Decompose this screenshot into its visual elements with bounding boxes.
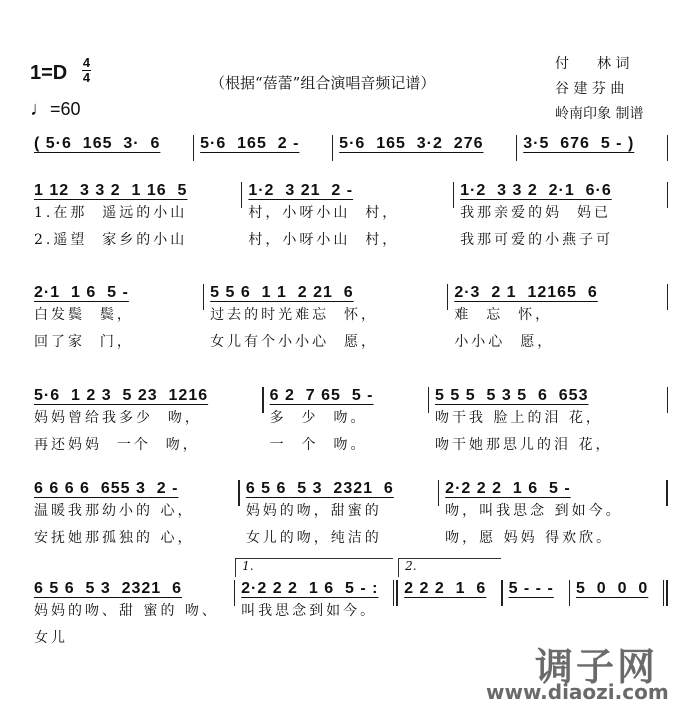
lyric-verse-2: 我那可爱的小燕子可 (460, 232, 614, 248)
measure (264, 387, 428, 459)
lyric-verse-2: 回了家 门， (34, 334, 134, 350)
measure (333, 135, 516, 153)
measure-notes: 2·2 2 2 1 6 5 - (445, 480, 571, 497)
time-top: 4 (82, 55, 91, 70)
lyric-verse-1: 妈妈的吻、甜 蜜的 吻、 (34, 603, 219, 619)
time-bottom: 4 (82, 70, 91, 85)
measure (194, 135, 332, 153)
lyric-verse-1: 村，小呀小山 村， (248, 205, 400, 221)
measure-notes: 6 5 6 5 3 2321 6 (245, 480, 394, 497)
lyric-verse-1: 妈妈曾给我多少 吻， (34, 410, 202, 426)
lyric-verse-1: 吻，叫我思念 到如今。 (445, 503, 623, 519)
lyric-verse-1: 我那亲爱的妈 妈已 (460, 205, 612, 221)
score-row (28, 182, 668, 254)
lyric-verse-1: 温暖我那幼小的 心， (34, 503, 195, 519)
tempo (30, 98, 81, 121)
lyric-verse-2: 女儿有个小小心 愿， (210, 334, 379, 350)
measure-notes: 5 5 5 5 3 5 6 653 (435, 387, 589, 404)
lyric-verse-2: 安抚她那孤独的 心， (34, 530, 195, 546)
lyric-verse-2: 村，小呀小山 村， (248, 232, 400, 248)
lyricist: 付 林 词 (555, 56, 630, 72)
measure (570, 580, 663, 598)
lyric-verse-2: 女儿的吻，纯洁的 (245, 530, 382, 546)
lyric-verse-1: 叫我思念到如今。 (241, 603, 378, 619)
measure-notes: 5 - - - (508, 580, 554, 597)
measure-notes: 2·1 1 6 5 - (34, 284, 129, 301)
lyric-verse-1: 白发鬓 鬓， (34, 307, 134, 323)
lyric-verse-2: 再还妈妈 一个 吻， (34, 437, 200, 453)
lyric-verse-1: 吻干我 脸上的泪 花， (435, 410, 603, 426)
subtitle: （根据“蓓蕾”组合演唱音频记谱） (210, 74, 436, 92)
lyric-verse-1: 多 少 吻。 (269, 410, 368, 426)
measure-notes: 5 0 0 0 (576, 580, 649, 597)
measure (517, 135, 666, 153)
time-signature (82, 57, 91, 84)
measure-notes: 6 5 6 5 3 2321 6 (34, 580, 182, 597)
transcriber: 岭南印象 制谱 (555, 106, 644, 122)
score-row (28, 480, 668, 552)
score-row (28, 135, 668, 161)
measure (28, 135, 193, 153)
credits (555, 52, 643, 127)
measure-notes: 6 6 6 6 655 3 2 - (34, 480, 179, 497)
measure (240, 480, 438, 552)
measure (242, 182, 452, 254)
lyric-verse-2: 一 个 吻。 (269, 437, 368, 453)
measure-notes: 5·6 165 3·2 276 (339, 135, 484, 152)
measure (204, 284, 447, 356)
key-signature: 1=D (30, 62, 68, 84)
measure-notes: 5 5 6 1 1 2 21 6 (210, 284, 354, 301)
bar-line (667, 284, 669, 310)
measure-notes: 5·6 1 2 3 5 23 1216 (34, 387, 209, 404)
lyric-verse-2: 女儿 (34, 630, 68, 646)
bar-line (663, 580, 668, 606)
measure (503, 580, 569, 598)
measure (28, 182, 241, 254)
tempo-value: =60 (50, 99, 81, 119)
measure (439, 480, 666, 552)
bar-line (667, 387, 669, 413)
measure (28, 284, 203, 356)
volta-bracket: 1. (235, 558, 393, 577)
volta-bracket: 2. (398, 558, 501, 577)
measure-notes: 2 2 2 1 6 (404, 580, 487, 597)
measure-notes: 3·5 676 5 - ) (523, 135, 635, 152)
score-row (28, 387, 668, 459)
lyric-verse-2: 2.遥望 家乡的小山 (34, 232, 188, 248)
score-row (28, 284, 668, 356)
lyric-verse-1: 过去的时光难忘 怀， (210, 307, 379, 323)
watermark-url: www.diaozi.com (486, 680, 669, 704)
bar-line (667, 182, 669, 208)
measure-notes: 1 12 3 3 2 1 16 5 (34, 182, 188, 199)
measure (28, 580, 234, 652)
bar-line (666, 480, 668, 506)
measure-notes: 2·3 2 1 12165 6 (454, 284, 598, 301)
measure-notes: 6 2 7 65 5 - (269, 387, 374, 404)
composer: 谷 建 芬 曲 (555, 81, 625, 97)
measure (454, 182, 666, 254)
measure-notes: 1·2 3 3 2 2·1 6·6 (460, 182, 612, 199)
measure-notes: 5·6 165 2 - (200, 135, 300, 152)
measure-notes: 1·2 3 21 2 - (248, 182, 354, 199)
measure (448, 284, 666, 356)
lyric-verse-2: 吻，愿 妈妈 得欢欣。 (445, 530, 614, 546)
measure (235, 559, 393, 625)
lyric-verse-2: 吻干她那思儿的泪 花， (435, 437, 613, 453)
lyric-verse-2: 小小心 愿， (454, 334, 555, 350)
measure (28, 480, 238, 552)
measure (398, 559, 501, 598)
measure-notes: ( 5·6 165 3· 6 (34, 135, 161, 152)
lyric-verse-1: 1.在那 遥远的小山 (34, 205, 188, 221)
measure-notes: 2·2 2 2 1 6 5 - : (241, 580, 379, 597)
quarter-note-icon: ♩ (30, 98, 50, 120)
measure (28, 387, 262, 459)
lyric-verse-1: 妈妈的吻，甜蜜的 (245, 503, 382, 519)
lyric-verse-1: 难 忘 怀， (454, 307, 553, 323)
watermark-logo: 调子网 (535, 645, 659, 689)
bar-line (667, 135, 669, 161)
measure (429, 387, 666, 459)
